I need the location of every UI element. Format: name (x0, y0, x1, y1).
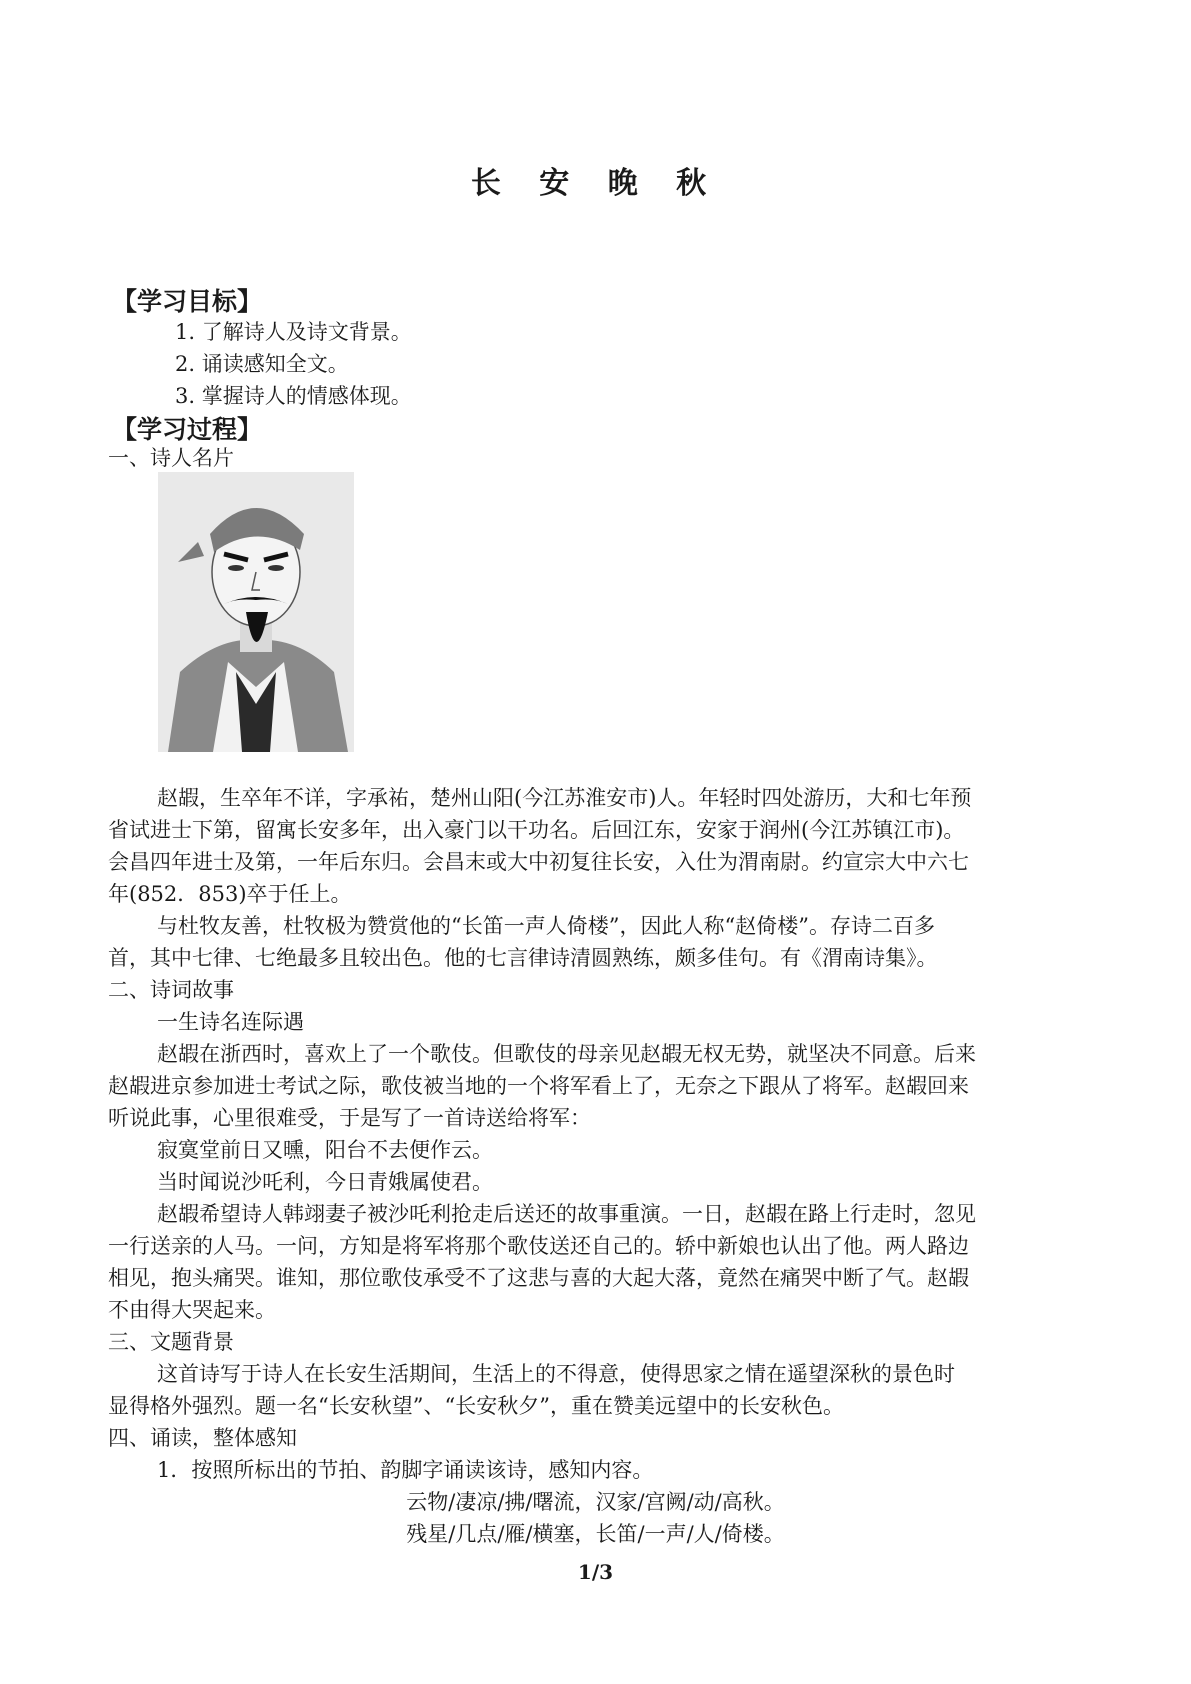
story-subtitle: 一生诗名连际遇 (157, 1010, 304, 1034)
bio-line: 赵嘏，生卒年不详，字承祐，楚州山阳(今江苏淮安市)人。年轻时四处游历，大和七年预 (157, 786, 972, 810)
background-line: 这首诗写于诗人在长安生活期间，生活上的不得意，使得思家之情在遥望深秋的景色时 (157, 1362, 955, 1386)
section-poet-card: 一、诗人名片 (108, 446, 234, 470)
section-background: 三、文题背景 (108, 1330, 234, 1354)
story-poem-line: 寂寞堂前日又曛，阳台不去便作云。 (157, 1138, 493, 1162)
poet-portrait-image (158, 472, 354, 752)
story-poem-line: 当时闻说沙吒利，今日青娥属使君。 (157, 1170, 493, 1194)
story-line: 听说此事，心里很难受，于是写了一首诗送给将军： (108, 1106, 591, 1130)
background-line: 显得格外强烈。题一名“长安秋望”、“长安秋夕”，重在赞美远望中的长安秋色。 (108, 1394, 844, 1418)
bio-line: 首，其中七律、七绝最多且较出色。他的七言律诗清圆熟练，颇多佳句。有《渭南诗集》。 (108, 946, 938, 970)
story-line: 赵嘏在浙西时，喜欢上了一个歌伎。但歌伎的母亲见赵嘏无权无势，就坚决不同意。后来 (157, 1042, 976, 1066)
story-line: 一行送亲的人马。一问，方知是将军将那个歌伎送还自己的。轿中新娘也认出了他。两人路边 (108, 1234, 969, 1258)
story-line: 不由得大哭起来。 (108, 1298, 276, 1322)
process-heading: 【学习过程】 (112, 415, 263, 444)
story-line: 赵嘏进京参加进士考试之际，歌伎被当地的一个将军看上了，无奈之下跟从了将军。赵嘏回来 (108, 1074, 969, 1098)
bio-line: 省试进士下第，留寓长安多年，出入豪门以干功名。后回江东，安家于润州(今江苏镇江市)。 (108, 818, 965, 842)
goals-heading: 【学习目标】 (112, 287, 263, 316)
page-number: 1/3 (577, 1560, 614, 1584)
story-line: 相见，抱头痛哭。谁知，那位歌伎承受不了这悲与喜的大起大落，竟然在痛哭中断了气。赵嘏 (108, 1266, 969, 1290)
section-story: 二、诗词故事 (108, 978, 234, 1002)
reading-instruction: 1．按照所标出的节拍、韵脚字诵读该诗，感知内容。 (157, 1458, 654, 1482)
poem-line: 云物/凄凉/拂/曙流，汉家/宫阙/动/高秋。 (406, 1490, 785, 1514)
goal-item: 2. 诵读感知全文。 (175, 352, 349, 376)
page-title: 长 安 晚 秋 (470, 166, 721, 201)
section-reading: 四、诵读，整体感知 (108, 1426, 297, 1450)
poem-line: 残星/几点/雁/横塞，长笛/一声/人/倚楼。 (406, 1522, 785, 1546)
goal-item: 1. 了解诗人及诗文背景。 (175, 320, 412, 344)
story-line: 赵嘏希望诗人韩翊妻子被沙吒利抢走后送还的故事重演。一日，赵嘏在路上行走时，忽见 (157, 1202, 976, 1226)
bio-line: 年(852．853)卒于任上。 (108, 882, 352, 906)
bio-line: 会昌四年进士及第，一年后东归。会昌末或大中初复往长安，入仕为渭南尉。约宣宗大中六七 (108, 850, 969, 874)
bio-line: 与杜牧友善，杜牧极为赞赏他的“长笛一声人倚楼”，因此人称“赵倚楼”。存诗二百多 (157, 914, 935, 938)
goal-item: 3. 掌握诗人的情感体现。 (175, 384, 412, 408)
